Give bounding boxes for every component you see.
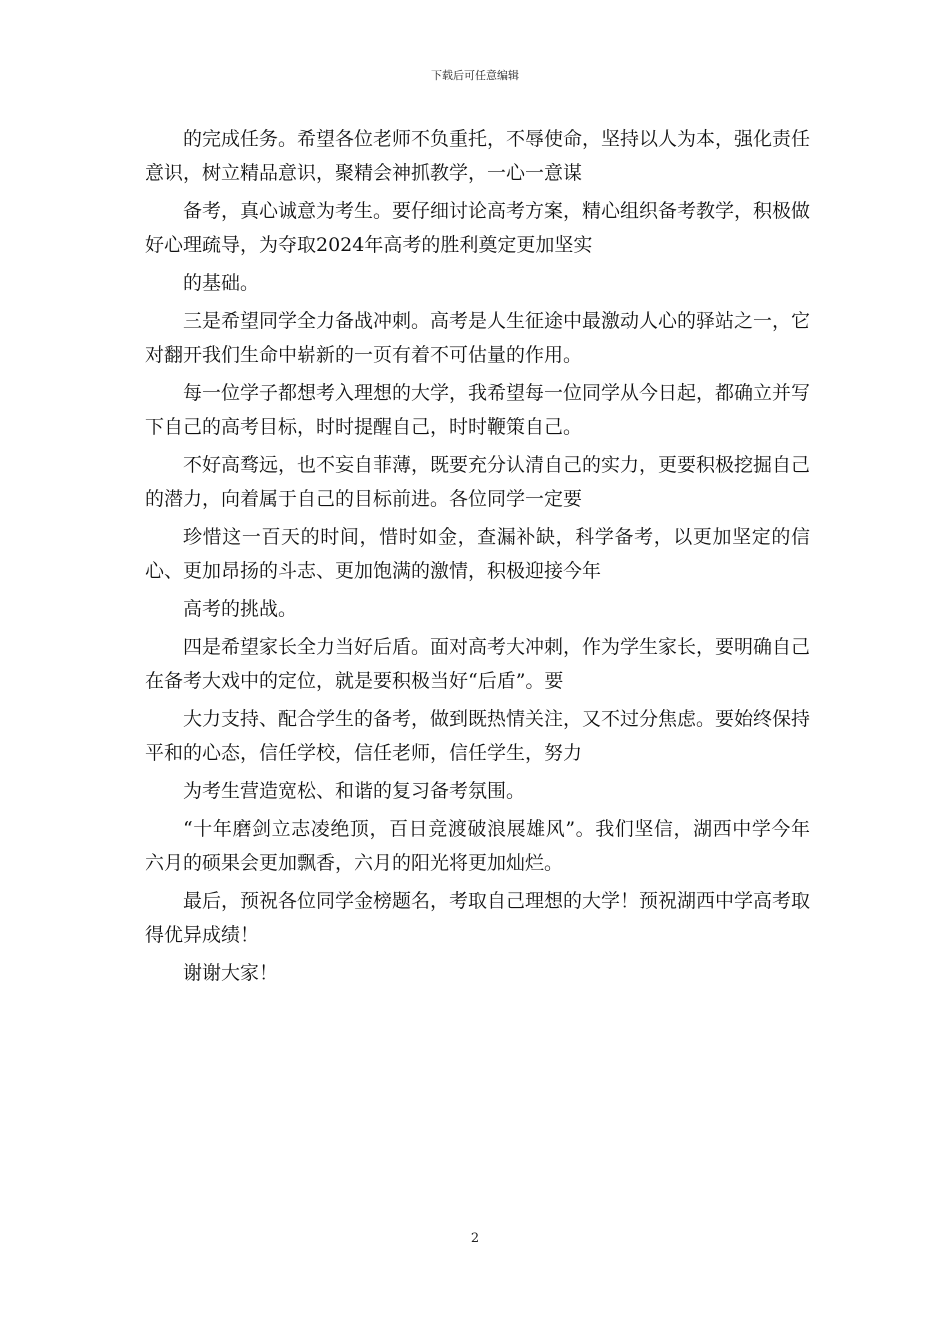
- paragraph: 不好高骛远，也不妄自菲薄，既要充分认清自己的实力，更要积极挖掘自己的潜力，向着属于自己的目标前进。各位同学一定要: [145, 454, 811, 510]
- document-body: [145, 122, 810, 990]
- paragraph: 四是希望家长全力当好后盾。面对高考大冲刺，作为学生家长，要明确自己在备考大戏中的定位，就是要积极当好“后盾”。要: [145, 636, 811, 692]
- paragraph: 谢谢大家！: [183, 962, 279, 984]
- paragraph: 的完成任务。希望各位老师不负重托，不辱使命，坚持以人为本，强化责任意识，树立精品意识，聚精会神抓教学，一心一意谋: [145, 128, 811, 184]
- paragraph: 每一位学子都想考入理想的大学，我希望每一位同学从今日起，都确立并写下自己的高考目标，时时提醒自己，时时鞭策自己。: [145, 382, 811, 438]
- paragraph: 备考，真心诚意为考生。要仔细讨论高考方案，精心组织备考教学，积极做好心理疏导，为夺取2024年高考的胜利奠定更加坚实: [145, 200, 811, 256]
- paragraph: 最后，预祝各位同学金榜题名，考取自己理想的大学！预祝湖西中学高考取得优异成绩！: [145, 890, 811, 946]
- paragraph: 珍惜这一百天的时间，惜时如金，查漏补缺，科学备考，以更加坚定的信心、更加昂扬的斗志、更加饱满的激情，积极迎接今年: [145, 526, 810, 582]
- header-note: 下载后可任意编辑: [431, 69, 519, 82]
- paragraph: 的基础。: [183, 272, 260, 294]
- paragraph: 为考生营造宽松、和谐的复习备考氛围。: [183, 780, 526, 802]
- paragraph: 大力支持、配合学生的备考，做到既热情关注，又不过分焦虑。要始终保持平和的心态，信任学校，信任老师，信任学生，努力: [145, 708, 811, 764]
- paragraph: 三是希望同学全力备战冲刺。高考是人生征途中最激动人心的驿站之一，它对翻开我们生命中崭新的一页有着不可估量的作用。: [145, 310, 811, 366]
- page-number: 2: [470, 1231, 480, 1246]
- paragraph: “十年磨剑立志凌绝顶，百日竞渡破浪展雄风”。我们坚信，湖西中学今年六月的硕果会更加飘香，六月的阳光将更加灿烂。: [145, 818, 810, 874]
- paragraph: 高考的挑战。: [183, 598, 298, 620]
